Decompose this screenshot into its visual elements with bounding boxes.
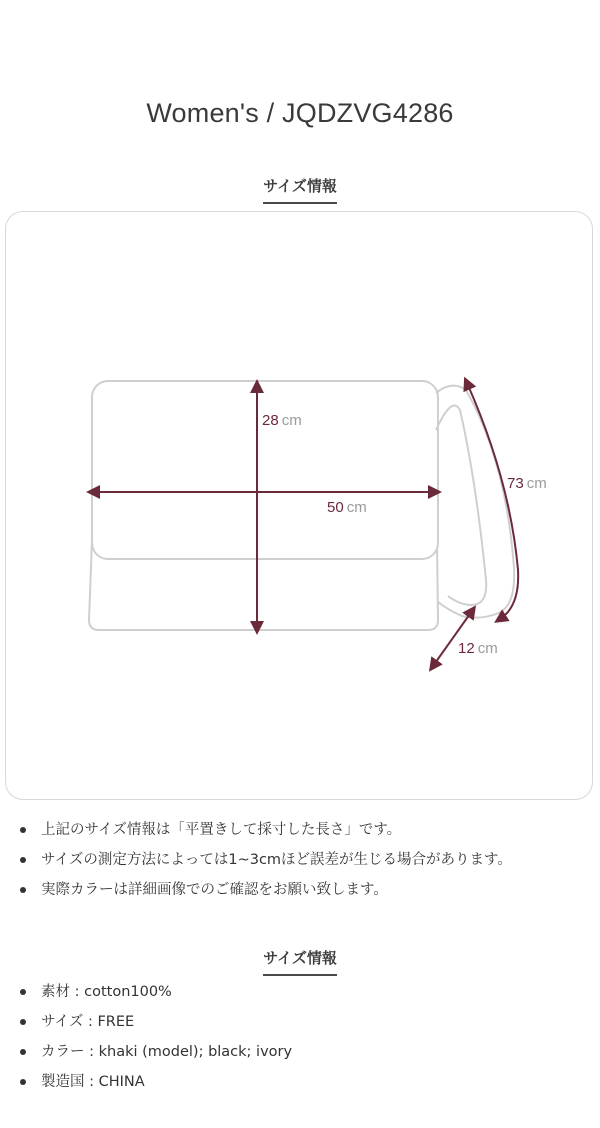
bullet-dot xyxy=(20,887,26,893)
spec-heading-text: サイズ情報 xyxy=(263,947,337,976)
list-item: サイズ : FREE xyxy=(0,1007,600,1037)
depth-value: 12 xyxy=(458,640,475,657)
depth-label xyxy=(458,640,498,657)
size-info-heading-text: サイズ情報 xyxy=(263,175,337,204)
strap-unit: cm xyxy=(526,475,547,492)
height-label xyxy=(262,412,302,429)
strap-measure-line xyxy=(467,383,518,619)
width-label xyxy=(327,499,367,516)
bullet-dot xyxy=(20,1079,26,1085)
list-item: 素材 : cotton100% xyxy=(0,977,600,1007)
bullet-dot xyxy=(20,989,26,995)
bullet-dot xyxy=(20,827,26,833)
bag-strap-inner-outline xyxy=(436,406,486,606)
bullet-dot xyxy=(20,857,26,863)
depth-unit: cm xyxy=(477,640,498,657)
spec-heading xyxy=(0,947,600,976)
bullet-dot xyxy=(20,1019,26,1025)
bag-flap-outline xyxy=(92,381,438,559)
bullet-dot xyxy=(20,1049,26,1055)
list-item: 上記のサイズ情報は「平置きして採寸した長さ」です。 xyxy=(0,815,600,845)
width-unit: cm xyxy=(346,499,367,516)
width-value: 50 xyxy=(327,499,344,516)
strap-label xyxy=(507,475,547,492)
list-item: 実際カラーは詳細画像でのご確認をお願い致します。 xyxy=(0,875,600,905)
product-title: Women's / JQDZVG4286 xyxy=(146,98,454,128)
size-notes-list xyxy=(0,815,600,905)
list-item: サイズの測定方法によっては1~3cmほど誤差が生じる場合があります。 xyxy=(0,845,600,875)
spec-list xyxy=(0,977,600,1097)
height-unit: cm xyxy=(281,412,302,429)
height-value: 28 xyxy=(262,412,279,429)
bag-strap-outline xyxy=(436,386,514,618)
list-item: 製造国 : CHINA xyxy=(0,1067,600,1097)
list-item: カラー : khaki (model); black; ivory xyxy=(0,1037,600,1067)
strap-value: 73 xyxy=(507,475,524,492)
